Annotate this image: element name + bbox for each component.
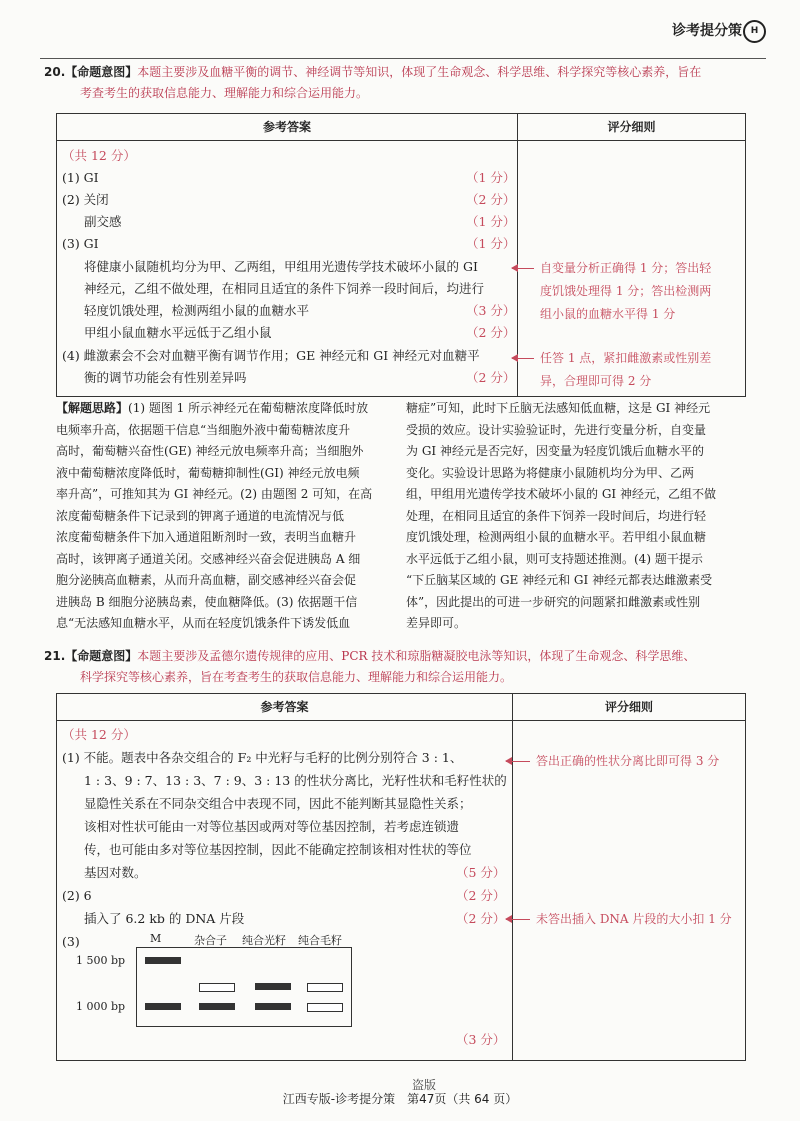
q20-ans-4b: 衡的调节功能会有性别差异吗 [84, 370, 247, 385]
q20-analysis-tag: 【解题思路】 [56, 401, 129, 415]
q21-ans-2b: 插入了 6.2 kb 的 DNA 片段 [84, 911, 245, 926]
q20-analysis-l7: 高时，该钾离子通道关闭。交感神经兴奋会促进胰岛 A 细 [56, 551, 361, 566]
gel-band-m-1000 [145, 1003, 181, 1010]
q21-ans-2: (2) 6 [62, 888, 92, 903]
q20-analysis-left [56, 398, 372, 635]
q20-ans-1: (1) GI [62, 170, 99, 185]
q21-intent-line1: 本题主要涉及孟德尔遗传规律的应用、PCR 技术和琼脂糖凝胶电泳等知识，体现了生命观念、科学思维、 [137, 649, 696, 663]
q21-note-2: 未答出插入 DNA 片段的大小扣 1 分 [536, 912, 732, 926]
q20-analysis-l10: 息“无法感知血糖水平，从而在轻度饥饿条件下诱发低血 [56, 616, 351, 630]
page-footer: 江西专版-诊考提分策 第47页（共 64 页） [282, 1092, 518, 1106]
q20-analysis-r1: 受损的效应。设计实验验证时，先进行变量分析，自变量 [406, 422, 707, 437]
gel-band-fuzzy-1000 [307, 1003, 343, 1012]
q20-analysis-l9: 进胰岛 B 细胞分泌胰岛素，使血糖降低。(3) 依据题干信 [56, 594, 358, 609]
q20-intent [44, 62, 759, 104]
q20-analysis-r3: 变化。实验设计思路为将健康小鼠随机均分为甲、乙两 [406, 465, 695, 480]
q21-pts-3: （2 分） [456, 911, 506, 926]
footer-stamp: 盗版 [412, 1078, 437, 1092]
q21-note-1: 答出正确的性状分离比即可得 3 分 [536, 754, 720, 768]
header-title: 诊考提分策 [672, 23, 742, 39]
q20-analysis-l4: 率升高”，可推知其为 GI 神经元。(2) 由题图 2 可知，在高 [56, 487, 373, 501]
q20-intent-line2: 考查考生的获取信息能力、理解能力和综合运用能力。 [80, 86, 369, 100]
q20-note-2: 度饥饿处理得 1 分；答出检测两 [540, 284, 712, 298]
q20-note-1: 自变量分析正确得 1 分；答出轻 [540, 261, 712, 275]
q21-ans-1e: 传，也可能由多对等位基因控制，因此不能确定控制该相对性状的等位 [84, 842, 472, 857]
header-rule [40, 58, 766, 59]
q21-col-scoring: 评分细则 [513, 694, 745, 721]
q20-analysis-right [406, 398, 716, 635]
q20-analysis-l8: 胞分泌胰高血糖素，从而升高血糖，副交感神经兴奋会促 [56, 573, 357, 587]
gel-electrophoresis-figure [136, 947, 352, 1027]
q20-ans-3c: 轻度饥饿处理，检测两组小鼠的血糖水平 [84, 303, 310, 318]
q20-col-answer: 参考答案 [57, 114, 517, 141]
q20-arrow-icon-2 [512, 358, 534, 359]
q20-note-3: 组小鼠的血糖水平得 1 分 [540, 307, 676, 321]
q20-analysis-r5: 处理，在相同且适宜的条件下饲养一段时间后，均进行轻 [406, 508, 707, 523]
q20-intent-line1: 本题主要涉及血糖平衡的调节、神经调节等知识，体现了生命观念、科学思维、科学探究等核心素养，旨在 [137, 65, 702, 79]
gel-marker-1500: 1 500 bp [76, 954, 126, 967]
q20-ans-4a: (4) 雌激素会不会对血糖平衡有调节作用；GE 神经元和 GI 神经元对血糖平 [62, 348, 480, 363]
page-header [466, 12, 766, 48]
q21-intent [44, 646, 759, 688]
q20-analysis-r8: “下丘脑某区域的 GE 神经元和 GI 神经元都表达雌激素受 [406, 573, 713, 587]
q20-analysis-r10: 差异即可。 [406, 616, 467, 630]
q20-pts-7: （2 分） [466, 370, 516, 385]
q21-number: 21. [44, 649, 66, 663]
q20-analysis-r4: 组，甲组用光遗传学技术破坏小鼠的 GI 神经元，乙组不做 [406, 487, 716, 501]
q20-analysis-l1: 电频率升高，依据题干信息“当细胞外液中葡萄糖浓度升 [56, 422, 351, 437]
q20-ans-3: (3) GI [62, 236, 99, 251]
q21-col-answer: 参考答案 [57, 694, 512, 721]
q20-analysis-l3: 液中葡萄糖浓度降低时，葡萄糖抑制性(GI) 神经元放电频 [56, 465, 360, 480]
q20-analysis-l6: 浓度葡萄糖条件下加入通道阻断剂时一致，表明当血糖升 [56, 530, 357, 544]
gel-band-fuzzy-upper [307, 983, 343, 992]
q20-number: 20. [44, 65, 66, 79]
q21-pts-4: （3 分） [456, 1032, 506, 1047]
q20-pts-1: （1 分） [466, 170, 516, 185]
gel-band-het-upper [199, 983, 235, 992]
q20-ans-3d: 甲组小鼠血糖水平远低于乙组小鼠 [84, 325, 272, 340]
brand-logo-icon: H [743, 20, 766, 43]
q21-pts-2: （2 分） [456, 888, 506, 903]
q20-pts-6: （2 分） [466, 325, 516, 340]
q21-intent-line2: 科学探究等核心素养，旨在考查考生的获取信息能力、理解能力和综合运用能力。 [80, 670, 513, 684]
q20-col-scoring: 评分细则 [518, 114, 745, 141]
q21-pts-1: （5 分） [456, 865, 506, 880]
q20-ans-2b: 副交感 [84, 214, 122, 229]
gel-lane-m: M [150, 932, 162, 945]
q20-analysis-r6: 度饥饿处理，检测两组小鼠的血糖水平。若甲组小鼠血糖 [406, 530, 707, 544]
q21-col-divider [512, 694, 513, 1060]
q20-pts-2: （2 分） [466, 192, 516, 207]
q20-note-4: 任答 1 点，紧扣雌激素或性别差 [540, 351, 712, 365]
q20-ans-2: (2) 关闭 [62, 192, 109, 207]
q20-analysis-l2: 高时，葡萄糖兴奋性(GE) 神经元放电频率升高；当细胞外 [56, 444, 364, 458]
q21-ans-1d: 该相对性状可能由一对等位基因或两对等位基因控制，若考虑连锁遗 [84, 819, 460, 834]
q20-analysis-r9: 体”，因此提出的可进一步研究的问题紧扣雌激素或性别 [406, 594, 701, 609]
gel-band-m-1500 [145, 957, 181, 964]
gel-band-het-1000 [199, 1003, 235, 1010]
q21-ans-1b: 1 : 3、9 : 7、13 : 3、7 : 9、3 : 13 的性状分离比，光籽性状和毛籽性状的 [84, 773, 507, 788]
gel-lane-heterozygote: 杂合子 [194, 934, 227, 947]
q21-arrow-icon-1 [506, 761, 530, 762]
gel-band-smooth-1000 [255, 1003, 291, 1010]
q20-analysis-l5: 浓度葡萄糖条件下记录到的钾离子通道的电流情况与低 [56, 508, 345, 523]
q20-pts-4: （1 分） [466, 236, 516, 251]
q21-total: （共 12 分） [62, 727, 136, 742]
gel-lane-homo-fuzzy: 纯合毛籽 [298, 934, 342, 947]
q20-arrow-icon-1 [512, 268, 534, 269]
q21-ans-3: (3) [62, 934, 80, 949]
gel-lane-homo-smooth: 纯合光籽 [242, 934, 286, 947]
q20-pts-5: （3 分） [466, 303, 516, 318]
q20-ans-3a: 将健康小鼠随机均分为甲、乙两组，甲组用光遗传学技术破坏小鼠的 GI [84, 259, 478, 274]
q20-note-5: 异，合理即可得 2 分 [540, 374, 652, 388]
q20-analysis-r0: 糖症”可知，此时下丘脑无法感知低血糖，这是 GI 神经元 [406, 401, 711, 415]
q21-ans-1c: 显隐性关系在不同杂交组合中表现不同，因此不能判断其显隐性关系； [84, 796, 472, 811]
q21-intent-tag: 【命题意图】 [65, 649, 138, 663]
q21-ans-1f: 基因对数。 [84, 865, 147, 880]
q20-total: （共 12 分） [62, 148, 136, 163]
q21-ans-1a: (1) 不能。题表中各杂交组合的 F₂ 中光籽与毛籽的比例分别符合 3 : 1、 [62, 750, 463, 765]
gel-marker-1000: 1 000 bp [76, 1000, 126, 1013]
q20-intent-tag: 【命题意图】 [65, 65, 138, 79]
q20-ans-3b: 神经元，乙组不做处理，在相同且适宜的条件下饲养一段时间后，均进行 [84, 281, 485, 296]
q20-analysis-r7: 水平远低于乙组小鼠，则可支持题述推测。(4) 题干提示 [406, 551, 703, 566]
q21-arrow-icon-2 [506, 919, 530, 920]
q20-analysis-l0: (1) 题图 1 所示神经元在葡萄糖浓度降低时放 [128, 401, 369, 415]
gel-band-smooth-upper [255, 983, 291, 990]
q20-pts-3: （1 分） [466, 214, 516, 229]
q20-analysis-r2: 为 GI 神经元是否完好，因变量为轻度饥饿后血糖水平的 [406, 444, 704, 458]
